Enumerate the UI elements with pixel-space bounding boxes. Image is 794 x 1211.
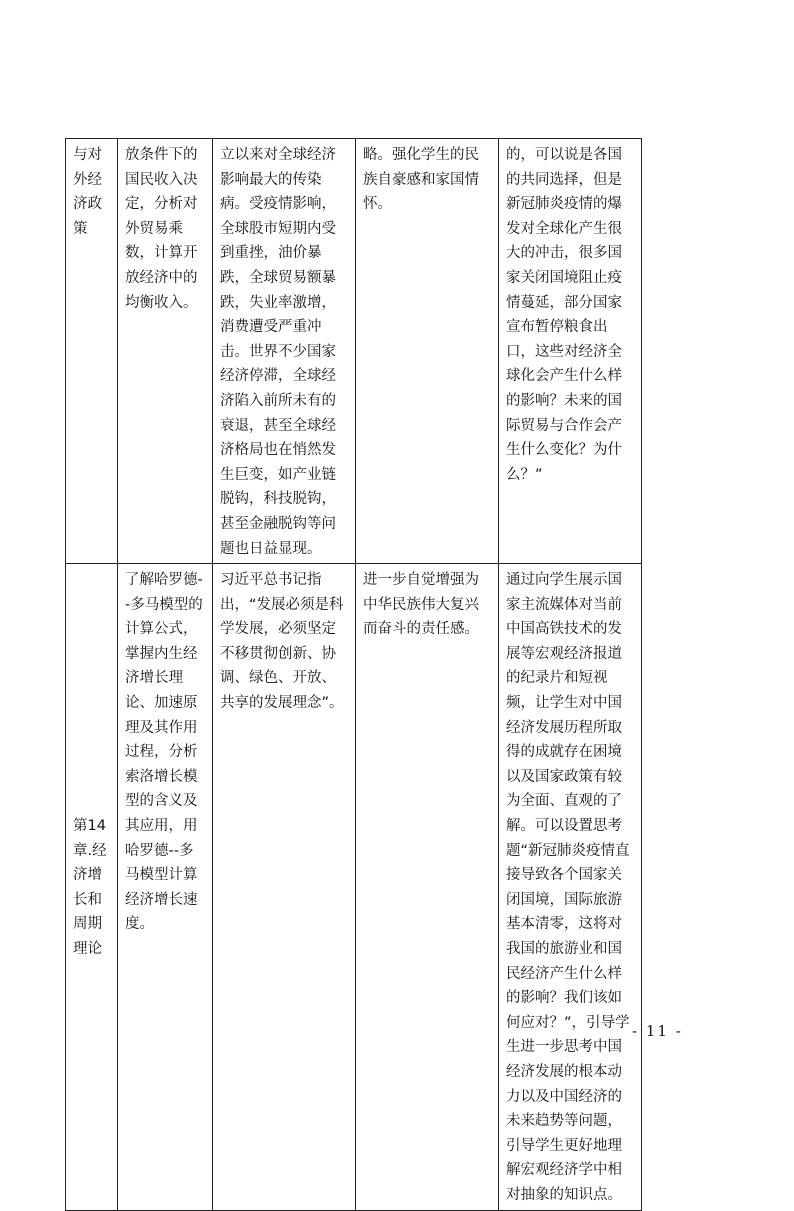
table-row	[66, 139, 642, 564]
method-cell: 通过向学生展示国家主流媒体对当前中国高铁技术的发展等宏观经济报道的纪录片和短视频，让学生对中国经济发展历程所取得的成就存在困境以及国家政策有较为全面、直观的了解。可以设置思考题“新冠肺炎疫情直接导致各个国家关闭国境，国际旅游基本清零，这将对我国的旅游业和国民经济产生什么样的影响？我们该如何应对？”，引导学生进一步思考中国经济发展的根本动力以及中国经济的未来趋势等问题，引导学生更好地理解宏观经济学中相对抽象的知识点。	[499, 564, 642, 1210]
page-number: - 11 -	[632, 1022, 683, 1040]
chapter-cell: 与对外经济政策	[66, 139, 118, 564]
objective-cell: 放条件下的国民收入决定，分析对外贸易乘数，计算开放经济中的均衡收入。	[118, 139, 213, 564]
ideology-goal-cell: 进一步自觉增强为中华民族伟大复兴而奋斗的责任感。	[356, 564, 499, 1210]
curriculum-table	[65, 138, 642, 1211]
chapter-cell: 第14章.经济增长和周期理论	[66, 564, 118, 1210]
ideology-goal-cell: 略。强化学生的民族自豪感和家国情怀。	[356, 139, 499, 564]
table-row	[66, 564, 642, 1210]
method-cell: 的，可以说是各国的共同选择，但是新冠肺炎疫情的爆发对全球化产生很大的冲击，很多国家关闭国境阻止疫情蔓延，部分国家宣布暂停粮食出口，这些对经济全球化会产生什么样的影响？未来的国际贸易与合作会产生什么变化？为什么？”	[499, 139, 642, 564]
ideology-content-cell: 立以来对全球经济影响最大的传染病。受疫情影响，全球股市短期内受到重挫，油价暴跌，全球贸易额暴跌，失业率激增，消费遭受严重冲击。世界不少国家经济停滞，全球经济陷入前所未有的衰退，甚至全球经济格局也在悄然发生巨变，如产业链脱钩，科技脱钩，甚至金融脱钩等问题也日益显现。	[213, 139, 356, 564]
objective-cell: 了解哈罗德--多马模型的计算公式，掌握内生经济增长理论、加速原理及其作用过程，分析索洛增长模型的含义及其应用，用哈罗德--多马模型计算经济增长速度。	[118, 564, 213, 1210]
ideology-content-cell: 习近平总书记指出，“发展必须是科学发展，必须坚定不移贯彻创新、协调、绿色、开放、共享的发展理念”。	[213, 564, 356, 1210]
